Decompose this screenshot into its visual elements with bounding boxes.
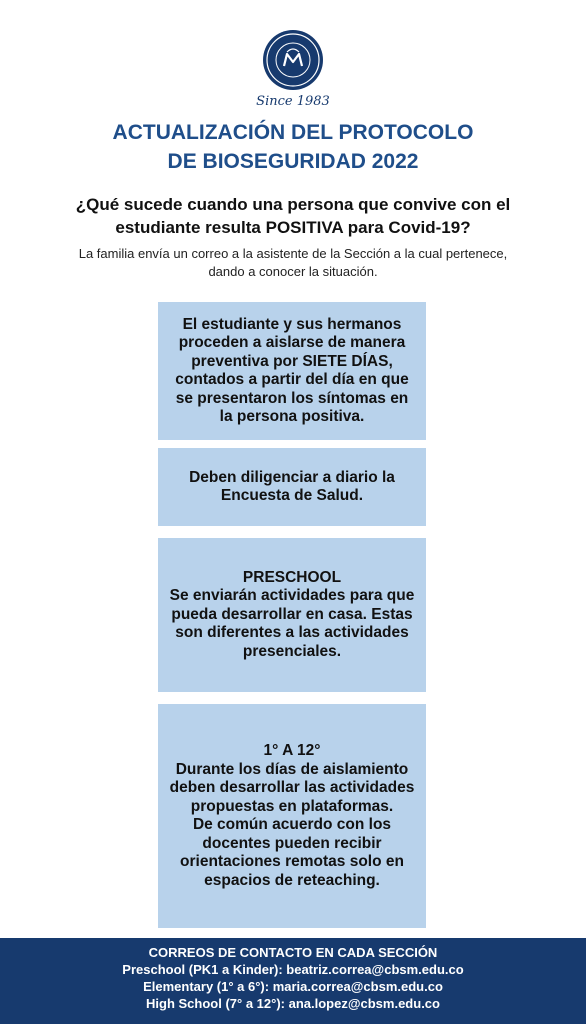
survey-box	[158, 448, 426, 526]
grades-text-2: De común acuerdo con los docentes pueden recibir orientaciones remotas solo en espacios de reteaching.	[180, 816, 404, 889]
page-title-line1: ACTUALIZACIÓN DEL PROTOCOLO	[112, 121, 474, 144]
since-year-text: Since 1983	[256, 94, 330, 109]
preschool-heading: PRESCHOOL	[242, 568, 342, 586]
isolation-text: El estudiante y sus hermanos proceden a aislarse de manera preventiva por SIETE DÍAS, contados a partir del día en que se presentaron los síntomas en la persona positiva.	[175, 315, 409, 425]
main-question: ¿Qué sucede cuando una persona que convive con el estudiante resulta POSITIVA para Covid-19?	[75, 195, 511, 237]
grades-heading: 1° A 12°	[263, 742, 321, 759]
contact-elementary: Elementary (1° a 6°): maria.correa@cbsm.edu.co	[143, 979, 443, 994]
page-title	[0, 118, 586, 176]
preschool-box	[158, 538, 426, 692]
intro-text: La familia envía un correo a la asistente de la Sección a la cual pertenece, dando a conocer la situación.	[78, 246, 508, 279]
page-title-line2: DE BIOSEGURIDAD 2022	[167, 150, 419, 173]
grades-text-1: Durante los días de aislamiento deben desarrollar las actividades propuestas en plataformas.	[169, 760, 415, 815]
contact-high-school: High School (7° a 12°): ana.lopez@cbsm.edu.co	[146, 996, 440, 1011]
school-seal-icon	[263, 30, 323, 90]
school-logo	[0, 22, 586, 109]
footer-heading: CORREOS DE CONTACTO EN CADA SECCIÓN	[148, 945, 438, 960]
preschool-text: Se enviarán actividades para que pueda desarrollar en casa. Estas son diferentes a las actividades presenciales.	[169, 587, 415, 660]
survey-text: Deben diligenciar a diario la Encuesta de Salud.	[189, 468, 395, 504]
isolation-box	[158, 302, 426, 440]
contact-preschool: Preschool (PK1 a Kinder): beatriz.correa@cbsm.edu.co	[122, 962, 464, 977]
contact-footer	[0, 938, 586, 1024]
grades-box	[158, 704, 426, 928]
